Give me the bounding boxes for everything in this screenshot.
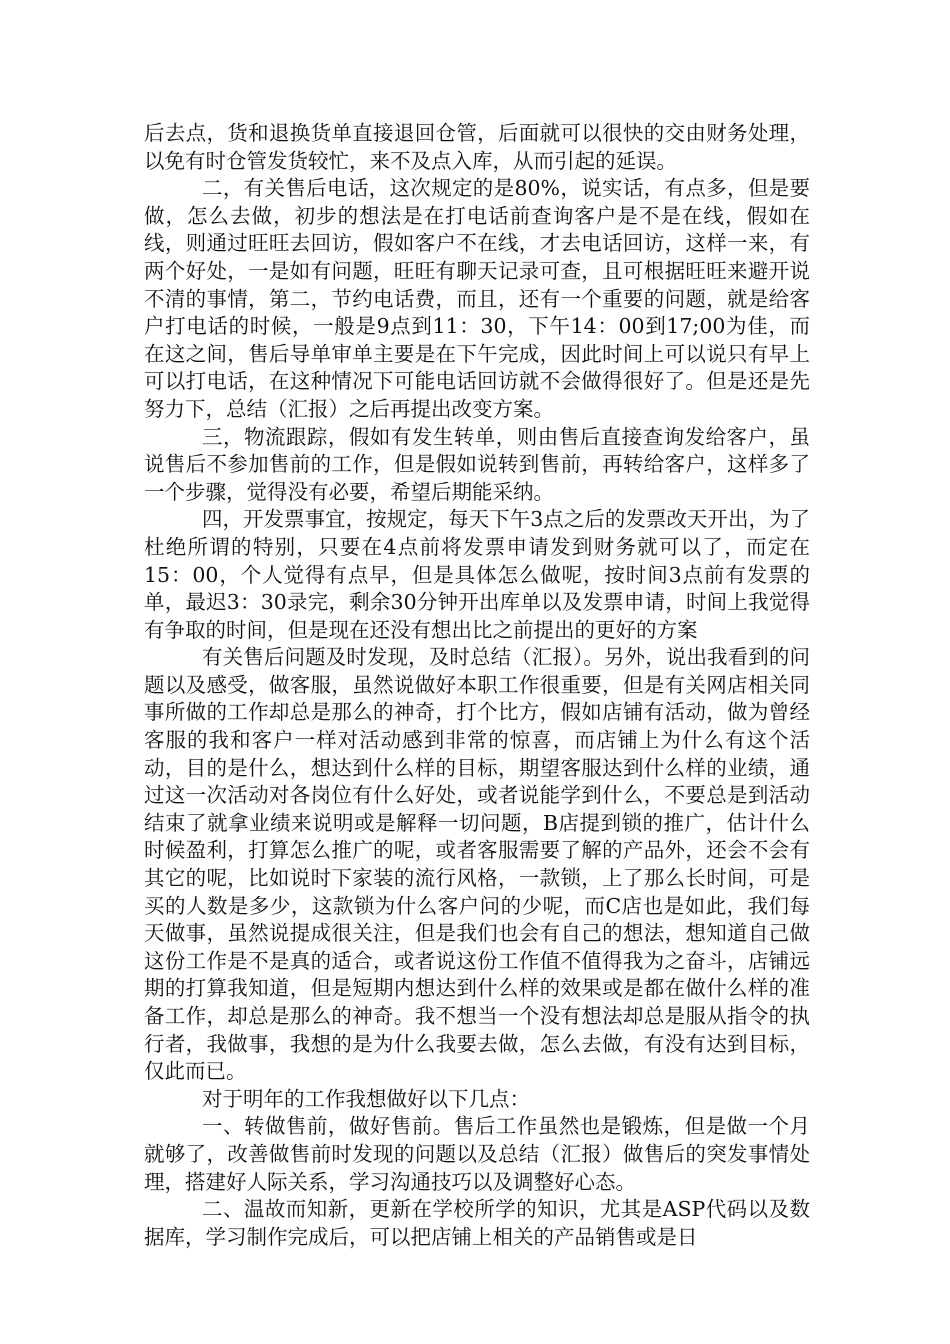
paragraph-2: 二，有关售后电话，这次规定的是80%，说实话，有点多，但是要做，怎么去做，初步的想法是在打电话前查询客户是不是在线，假如在线，则通过旺旺去回访，假如客户不在线，才去电话回访，这样一来，有两个好处，一是如有问题，旺旺有聊天记录可查，且可根据旺旺来避开说不清的事情，第二，节约电话费，而且，还有一个重要的问题，就是给客户打电话的时候，一般是9点到11：30，下午14：00到17;00为佳，而在这之间，售后导单审单主要是在下午完成，因此时间上可以说只有早上可以打电话，在这种情况下可能电话回访就不会做得很好了。但是还是先努力下，总结（汇报）之后再提出改变方案。 — [144, 176, 810, 421]
paragraph-4: 四，开发票事宜，按规定，每天下午3点之后的发票改天开出，为了杜绝所谓的特别，只要在4点前将发票申请发到财务就可以了，而定在15：00，个人觉得有点早，但是具体怎么做呢，按时间3点前有发票的单，最迟3：30录完，剩余30分钟开出库单以及发票申请，时间上我觉得有争取的时间，但是现在还没有想出比之前提出的更好的方案 — [144, 507, 810, 642]
paragraph-3: 三，物流跟踪，假如有发生转单，则由售后直接查询发给客户，虽说售后不参加售前的工作，但是假如说转到售前，再转给客户，这样多了一个步骤，觉得没有必要，希望后期能采纳。 — [144, 424, 810, 504]
paragraph-6: 对于明年的工作我想做好以下几点： — [202, 1086, 530, 1111]
document-body — [144, 120, 810, 1251]
paragraph-1: 后去点，货和退换货单直接退回仓管，后面就可以很快的交由财务处理，以免有时仓管发货较忙，来不及点入库，从而引起的延误。 — [144, 121, 810, 173]
paragraph-7: 一、转做售前，做好售前。售后工作虽然也是锻炼，但是做一个月就够了，改善做售前时发现的问题以及总结（汇报）做售后的突发事情处理，搭建好人际关系，学习沟通技巧以及调整好心态。 — [144, 1114, 810, 1194]
paragraph-8: 二、温故而知新，更新在学校所学的知识，尤其是ASP代码以及数据库，学习制作完成后，可以把店铺上相关的产品销售或是日 — [144, 1197, 810, 1249]
paragraph-5: 有关售后问题及时发现，及时总结（汇报）。另外，说出我看到的问题以及感受，做客服，虽然说做好本职工作很重要，但是有关网店相关同事所做的工作却总是那么的神奇，打个比方，假如店铺有活动，做为曾经客服的我和客户一样对活动感到非常的惊喜，而店铺上为什么有这个活动，目的是什么，想达到什么样的目标，期望客服达到什么样的业绩，通过这一次活动对各岗位有什么好处，或者说能学到什么，不要总是到活动结束了就拿业绩来说明或是解释一切问题，B店提到锁的推广，估计什么时候盈利，打算怎么推广的呢，或者客服需要了解的产品外，还会不会有其它的呢，比如说时下家装的流行风格，一款锁，上了那么长时间，可是买的人数是多少，这款锁为什么客户问的少呢，而C店也是如此，我们每天做事，虽然说提成很关注，但是我们也会有自己的想法，想知道自己做这份工作是不是真的适合，或者说这份工作值不值得我为之奋斗，店铺远期的打算我知道，但是短期内想达到什么样的效果或是都在做什么样的准备工作，却总是那么的神奇。我不想当一个没有想法却总是服从指令的执行者，我做事，我想的是为什么我要去做，怎么去做，有没有达到目标，仅此而已。 — [144, 645, 810, 1084]
